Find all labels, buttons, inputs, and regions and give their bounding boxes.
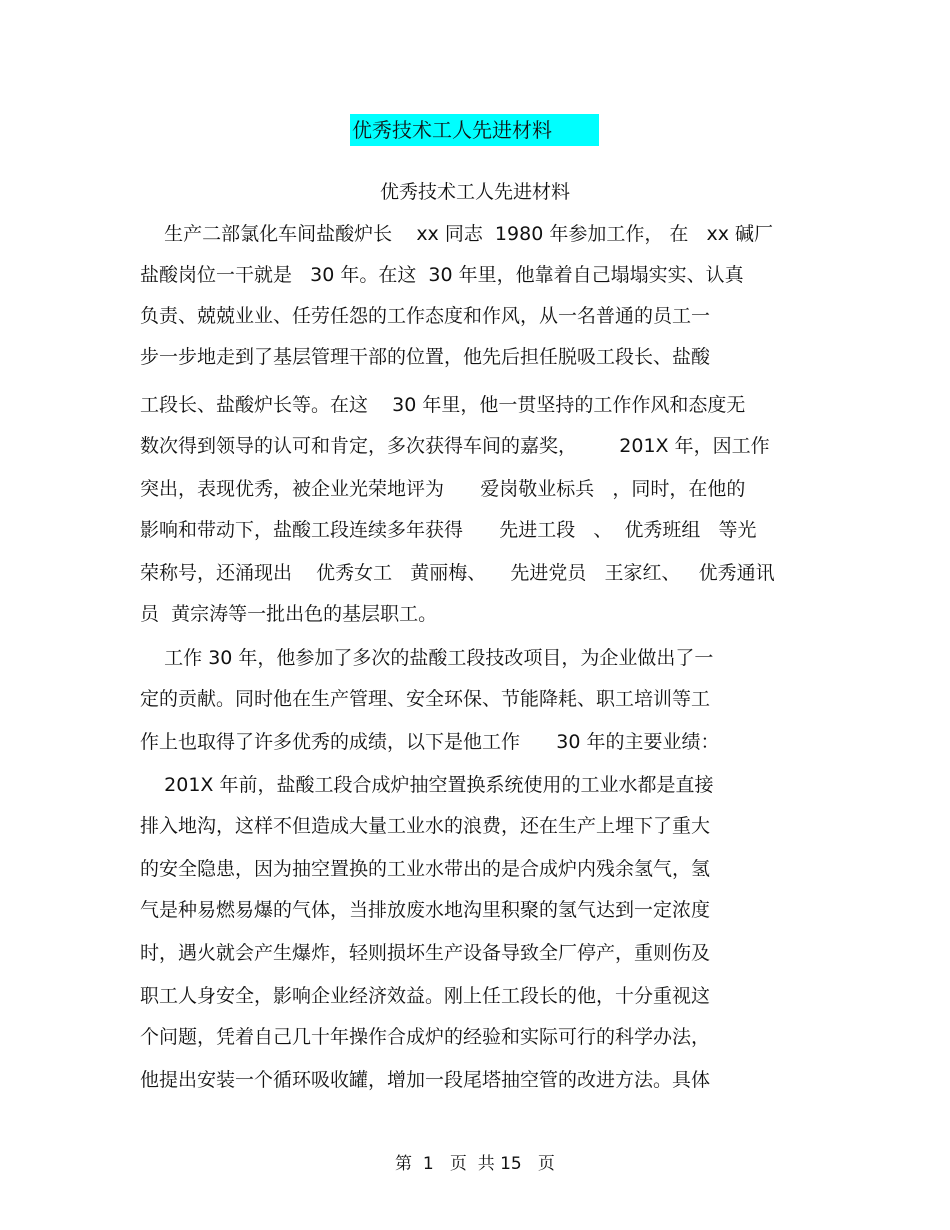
body-line: 个问题，凭着自己几十年操作合成炉的经验和实际可行的科学办法， <box>140 1026 711 1048</box>
document-title: 优秀技术工人先进材料 <box>350 114 599 146</box>
body-line: 盐酸岗位一干就是 30 年。在这 30 年里，他靠着自己塌塌实实、认真 <box>140 264 744 286</box>
body-line: 201X 年前，盐酸工段合成炉抽空置换系统使用的工业水都是直接 <box>140 774 714 796</box>
body-line: 时，遇火就会产生爆炸，轻则损坏生产设备导致全厂停产，重则伤及 <box>140 942 711 964</box>
body-line: 荣称号，还涌现出 优秀女工 黄丽梅、 先进党员 王家红、 优秀通讯 <box>140 562 775 584</box>
page-footer: 第 1 页 共 15 页 <box>395 1154 555 1174</box>
body-line: 他提出安装一个循环吸收罐，增加一段尾塔抽空管的改进方法。具体 <box>140 1069 711 1091</box>
body-line: 员 黄宗涛等一批出色的基层职工。 <box>140 603 438 625</box>
body-line: 影响和带动下，盐酸工段连续多年获得 先进工段 、 优秀班组 等光 <box>140 519 757 541</box>
body-line: 作上也取得了许多优秀的成绩，以下是他工作 30 年的主要业绩： <box>140 731 720 753</box>
body-line: 步一步地走到了基层管理干部的位置，他先后担任脱吸工段长、盐酸 <box>140 346 711 368</box>
body-line: 突出，表现优秀，被企业光荣地评为 爱岗敬业标兵 ，同时，在他的 <box>140 478 746 500</box>
body-line: 职工人身安全，影响企业经济效益。刚上任工段长的他，十分重视这 <box>140 985 711 1007</box>
body-line: 工作 30 年，他参加了多次的盐酸工段技改项目，为企业做出了一 <box>140 647 714 669</box>
body-line: 数次得到领导的认可和肯定，多次获得车间的嘉奖， 201X 年，因工作 <box>140 435 770 457</box>
body-line: 工段长、盐酸炉长等。在这 30 年里，他一贯坚持的工作作风和态度无 <box>140 394 746 416</box>
body-line: 排入地沟，这样不但造成大量工业水的浪费，还在生产上埋下了重大 <box>140 815 711 837</box>
body-line: 定的贡献。同时他在生产管理、安全环保、节能降耗、职工培训等工 <box>140 688 711 710</box>
body-line: 气是种易燃易爆的气体，当排放废水地沟里积聚的氢气达到一定浓度 <box>140 899 711 921</box>
body-line: 负责、兢兢业业、任劳任怨的工作态度和作风，从一名普通的员工一 <box>140 305 711 327</box>
body-line: 生产二部氯化车间盐酸炉长 xx 同志 1980 年参加工作， 在 xx 碱厂 <box>140 223 774 245</box>
document-subtitle: 优秀技术工人先进材料 <box>379 181 570 203</box>
body-line: 的安全隐患，因为抽空置换的工业水带出的是合成炉内残余氢气，氢 <box>140 858 711 880</box>
